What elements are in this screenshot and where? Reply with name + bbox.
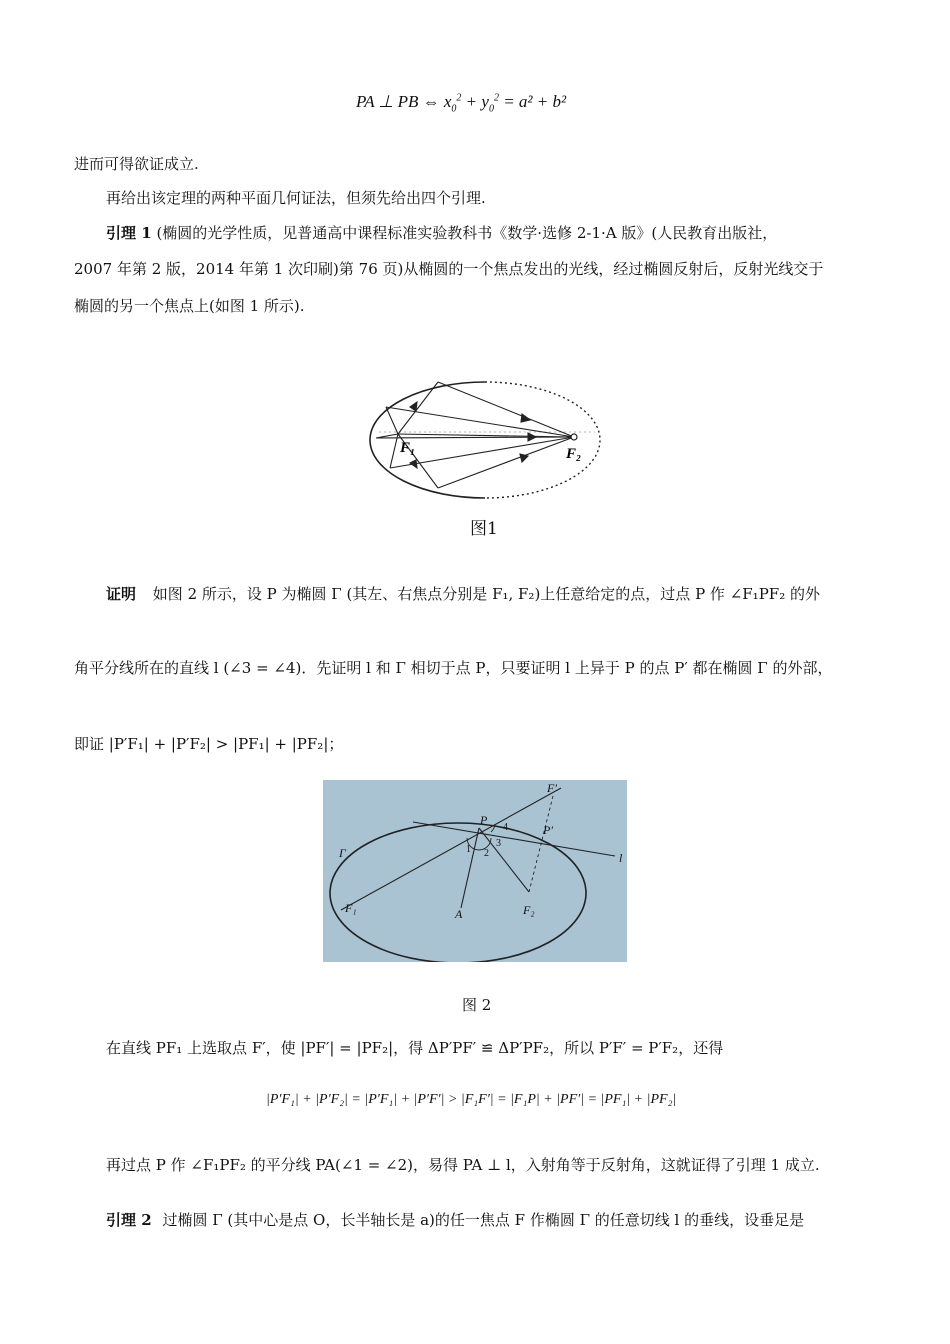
figure-2-caption: 图 2 (462, 996, 492, 1014)
para-conclusion: 进而可得欲证成立. (74, 155, 199, 173)
fig2-f2-label: F₂ (523, 903, 535, 917)
lemma1-label: 引理 1 (106, 224, 152, 242)
fig2-l-label: l (619, 851, 623, 865)
fig2-a-label: A (455, 907, 463, 921)
lemma1-line1 (106, 223, 777, 243)
proof-line3: 即证 |P′F₁| + |P′F₂| > |PF₁| + |PF₂|； (74, 735, 344, 753)
lemma2-text1: 过椭圆 Γ (其中心是点 O，长半轴长是 a)的任一焦点 F 作椭圆 Γ 的任意切线 l 的垂线，设垂足是 (162, 1211, 805, 1229)
fig2-angle4: 4 (503, 822, 508, 833)
proof-inequality: |P′F₁| + |P′F₂| = |P′F₁| + |P′F′| > |F₁F′| = |F₁P| + |PF′| = |PF₁| + |PF₂| (266, 1092, 677, 1107)
eq-sup-1: 2 (456, 92, 462, 104)
lemma1-line2: 2007 年第 2 版，2014 年第 1 次印刷)第 76 页)从椭圆的一个焦点发出的光线，经过椭圆反射后，反射光线交于 (74, 260, 824, 278)
proof-label: 证明 (106, 585, 137, 603)
fig1-f2-label: F₂ (566, 446, 582, 462)
equation-pa-perp-pb (356, 92, 566, 114)
eq-rhs: = a² + b² (503, 92, 567, 111)
figure-2-photo (323, 780, 627, 962)
figure-1-ellipse-optics (360, 372, 610, 502)
fig2-fprime-label: F′ (547, 781, 557, 795)
fig2-angle2: 2 (484, 848, 489, 859)
eq-tail: + y (465, 92, 489, 111)
fig2-f1-label: F₁ (345, 901, 357, 915)
proof-pa-line: 再过点 P 作 ∠F₁PF₂ 的平分线 PA(∠1 = ∠2)，易得 PA ⊥ l，入射角等于反射角，这就证得了引理 1 成立. (106, 1156, 820, 1174)
para-intro-lemmas: 再给出该定理的两种平面几何证法，但须先给出四个引理. (106, 189, 486, 207)
eq-lhs: PA ⊥ PB ⇔ x (356, 92, 452, 111)
proof-text1: 如图 2 所示，设 P 为椭圆 Γ (其左、右焦点分别是 F₁, F₂)上任意给定的点，过点 P 作 ∠F₁PF₂ 的外 (152, 585, 820, 603)
eq-sup-2: 2 (493, 92, 499, 104)
lemma2-line1 (106, 1210, 804, 1230)
lemma1-text1: (椭圆的光学性质，见普通高中课程标准实验教科书《数学·选修 2-1·A 版》(人民教育出版社， (156, 224, 778, 242)
proof-line2: 角平分线所在的直线 l (∠3 = ∠4)．先证明 l 和 Γ 相切于点 P，只要证明 l 上异于 P 的点 P′ 都在椭圆 Γ 的外部， (74, 659, 833, 677)
proof-line1 (106, 584, 820, 604)
proof-fprime-line: 在直线 PF₁ 上选取点 F′，使 |PF′| = |PF₂|，得 ΔP′PF′ ≌ ΔP′PF₂，所以 P′F′ = P′F₂，还得 (106, 1039, 724, 1057)
fig2-gamma-label: Γ (339, 846, 346, 860)
fig1-f1-label: F₁ (400, 440, 416, 456)
fig2-angle1: 1 (466, 844, 471, 855)
eq-sub-2: 0 (488, 103, 494, 115)
figure-2-diagram (323, 780, 627, 962)
fig2-p-label: P (480, 813, 488, 827)
lemma2-label: 引理 2 (106, 1211, 152, 1229)
figure-1-caption: 图1 (470, 519, 498, 539)
lemma1-line3: 椭圆的另一个焦点上(如图 1 所示). (74, 297, 305, 315)
fig2-pprime-label: P′ (543, 823, 553, 837)
eq-sub-1: 0 (451, 103, 457, 115)
fig2-angle3: 3 (496, 838, 501, 849)
